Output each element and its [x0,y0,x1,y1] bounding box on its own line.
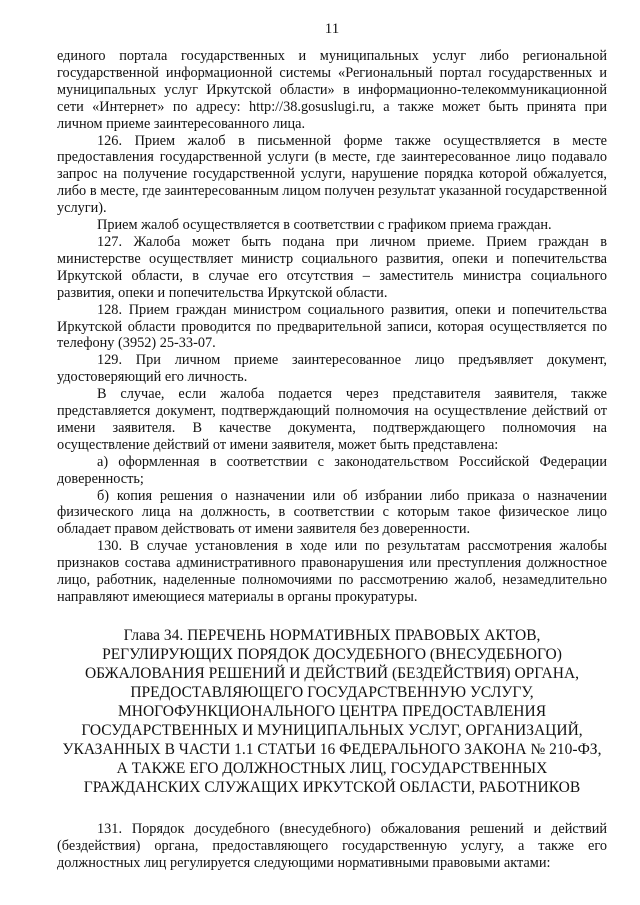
paragraph-127: 127. Жалоба может быть подана при личном приеме. Прием граждан в министерстве осуществляет министр социального развития, опеки и попечительства Иркутской области, в случае его отсутствия – заместитель министра социального развития, опеки и попечительства Иркутской области. [57,233,607,301]
paragraph-item-b: б) копия решения о назначении или об избрании либо приказа о назначении физического лица на должность, в соответствии с которым такое физическое лицо обладает правом действовать от имени заявителя без доверенности. [57,487,607,538]
paragraph-representative: В случае, если жалоба подается через представителя заявителя, также представляется документ, подтверждающий полномочия на осуществление действий от имени заявителя. В качестве документа, подтверждающего полномочия на осуществление действий от имени заявителя, может быть представлена: [57,386,607,453]
paragraph-126: 126. Прием жалоб в письменной форме также осуществляется в месте предоставления государственной услуги (в месте, где заинтересованное лицо подавало запрос на получение государственной услуги, нарушение порядка которой обжалуется, либо в месте, где заинтересованным лицом получен результат указанной государственной услуги). [57,132,607,217]
paragraph-continuation: единого портала государственных и муниципальных услуг либо региональной государственной информационной системы «Региональный портал государственных и муниципальных услуг Иркутской области» в информационно-телекоммуникационной сети «Интернет» по адресу: http://38.gosuslugi.ru, а также может быть принята при личном приеме заинтересованного лица. [57,48,607,132]
page-number: 11 [324,21,340,37]
document-page [57,20,607,900]
paragraph-128: 128. Прием граждан министром социального развития, опеки и попечительства Иркутской области проводится по предварительной записи, которая осуществляется по телефону (3952) 25-33-07. [57,301,607,352]
paragraph-129: 129. При личном приеме заинтересованное лицо предъявляет документ, удостоверяющий его личность. [57,352,607,386]
chapter-heading: Глава 34. ПЕРЕЧЕНЬ НОРМАТИВНЫХ ПРАВОВЫХ АКТОВ, РЕГУЛИРУЮЩИХ ПОРЯДОК ДОСУДЕБНОГО (ВНЕСУДЕБНОГО) ОБЖАЛОВАНИЯ РЕШЕНИЙ И ДЕЙСТВИЙ (БЕЗДЕЙСТВИЯ) ОРГАНА, ПРЕДОСТАВЛЯЮЩЕГО ГОСУДАРСТВЕННУЮ УСЛУГУ, МНОГОФУНКЦИОНАЛЬНОГО ЦЕНТРА ПРЕДОСТАВЛЕНИЯ ГОСУДАРСТВЕННЫХ И МУНИЦИПАЛЬНЫХ УСЛУГ, ОРГАНИЗАЦИЙ, УКАЗАННЫХ В ЧАСТИ 1.1 СТАТЬИ 16 ФЕДЕРАЛЬНОГО ЗАКОНА № 210-ФЗ, А ТАКЖЕ ЕГО ДОЛЖНОСТНЫХ ЛИЦ, ГОСУДАРСТВЕННЫХ ГРАЖДАНСКИХ СЛУЖАЩИХ ИРКУТСКОЙ ОБЛАСТИ, РАБОТНИКОВ [62,626,602,796]
paragraph-item-a: а) оформленная в соответствии с законодательством Российской Федерации доверенность; [57,453,607,487]
paragraph-131: 131. Порядок досудебного (внесудебного) обжалования решений и действий (бездействия) органа, предоставляющего государственную услугу, а также его должностных лиц регулируется следующими нормативными правовыми актами: [57,820,607,871]
paragraph-130: 130. В случае установления в ходе или по результатам рассмотрения жалобы признаков состава административного правонарушения или преступления должностное лицо, работник, наделенные полномочиями по рассмотрению жалоб, незамедлительно направляют имеющиеся материалы в органы прокуратуры. [57,538,607,605]
paragraph-schedule: Прием жалоб осуществляется в соответствии с графиком приема граждан. [97,217,552,234]
